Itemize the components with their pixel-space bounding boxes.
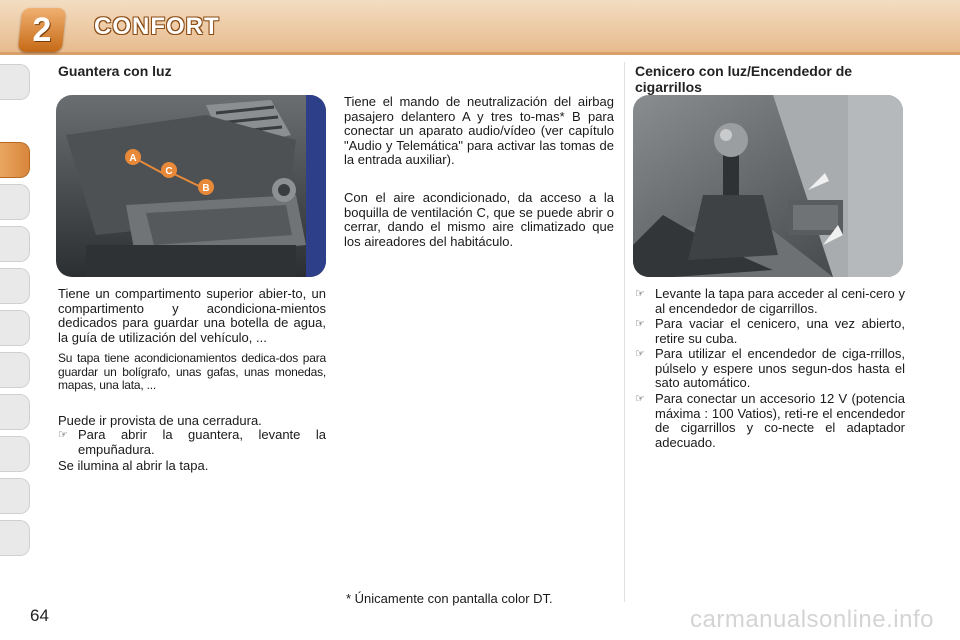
glovebox-bullet	[58, 428, 326, 457]
side-tab[interactable]	[0, 478, 30, 514]
photo-label-a: A	[129, 153, 137, 164]
chapter-title: CONFORT	[94, 13, 220, 40]
ashtray-bullet-1	[635, 287, 905, 316]
watermark: carmanualsonline.info	[690, 606, 934, 633]
ashtray-bullet-4	[635, 392, 905, 450]
glovebox-heading: Guantera con luz	[58, 63, 172, 79]
ashtray-bullet-text: Para utilizar el encendedor de ciga-rrillos, púlselo y espere unos segun-dos hasta el sato automático.	[655, 346, 905, 390]
side-tab[interactable]	[0, 520, 30, 556]
side-tab[interactable]	[0, 352, 30, 388]
side-tab[interactable]	[0, 184, 30, 220]
ashtray-bullet-2	[635, 317, 905, 346]
pointing-hand-icon: ☞	[635, 288, 645, 300]
glovebox-para-1: Tiene un compartimento superior abier-to, un compartimento y acondiciona-mientos dedicados para guardar una botella de agua, la guía de utilización del vehículo, ...	[58, 286, 326, 345]
ashtray-heading: Cenicero con luz/Encendedor de cigarrillos	[635, 63, 853, 95]
pointing-hand-icon: ☞	[635, 393, 645, 405]
pointing-hand-icon: ☞	[635, 318, 645, 330]
pointing-hand-icon: ☞	[58, 429, 68, 441]
side-tab[interactable]	[0, 226, 30, 262]
photo-label-c: C	[165, 166, 173, 177]
glovebox-para-3: Puede ir provista de una cerradura.	[58, 413, 262, 428]
side-tab-active[interactable]	[0, 142, 30, 178]
header-divider	[0, 52, 960, 55]
side-tab[interactable]	[0, 394, 30, 430]
glovebox-photo	[56, 95, 326, 277]
page-number: 64	[30, 606, 49, 625]
side-tab[interactable]	[0, 268, 30, 304]
ashtray-bullet-text: Para conectar un accesorio 12 V (potencia máxima : 100 Vatios), reti-re el encendedor de cigarrillos y co-necte el adaptador adecuado.	[655, 391, 905, 450]
ashtray-photo	[633, 95, 903, 277]
ashtray-bullet-text: Para vaciar el cenicero, una vez abierto, retire su cuba.	[655, 316, 905, 346]
side-tab[interactable]	[0, 310, 30, 346]
ashtray-bullet-text: Levante la tapa para acceder al ceni-cero y al encendedor de cigarrillos.	[655, 286, 905, 316]
glovebox-bullet-text: Para abrir la guantera, levante la empuñadura.	[78, 427, 326, 457]
glovebox-para-4: Se ilumina al abrir la tapa.	[58, 458, 209, 473]
pointing-hand-icon: ☞	[635, 348, 645, 360]
column-divider	[624, 62, 625, 602]
aircon-para: Con el aire acondicionado, da acceso a la boquilla de ventilación C, que se puede abrir o cerrar, dando el mismo aire climatizado que los aireadores del habitáculo.	[344, 190, 614, 249]
chapter-number: 2	[32, 11, 52, 49]
footnote: * Únicamente con pantalla color DT.	[346, 591, 553, 606]
photo-label-b: B	[202, 183, 210, 194]
side-tab[interactable]	[0, 436, 30, 472]
airbag-para: Tiene el mando de neutralización del airbag pasajero delantero A y tres to-mas* B para conectar un aparato audio/vídeo (ver capítulo "Audio y Telemática" para activar las tomas de la entrada auxiliar).	[344, 94, 614, 167]
glovebox-para-2: Su tapa tiene acondicionamientos dedica-dos para guardar un bolígrafo, unas gafas, unas monedas, mapas, una lata, ...	[58, 351, 326, 392]
side-tab[interactable]	[0, 64, 30, 100]
ashtray-bullet-3	[635, 347, 905, 391]
